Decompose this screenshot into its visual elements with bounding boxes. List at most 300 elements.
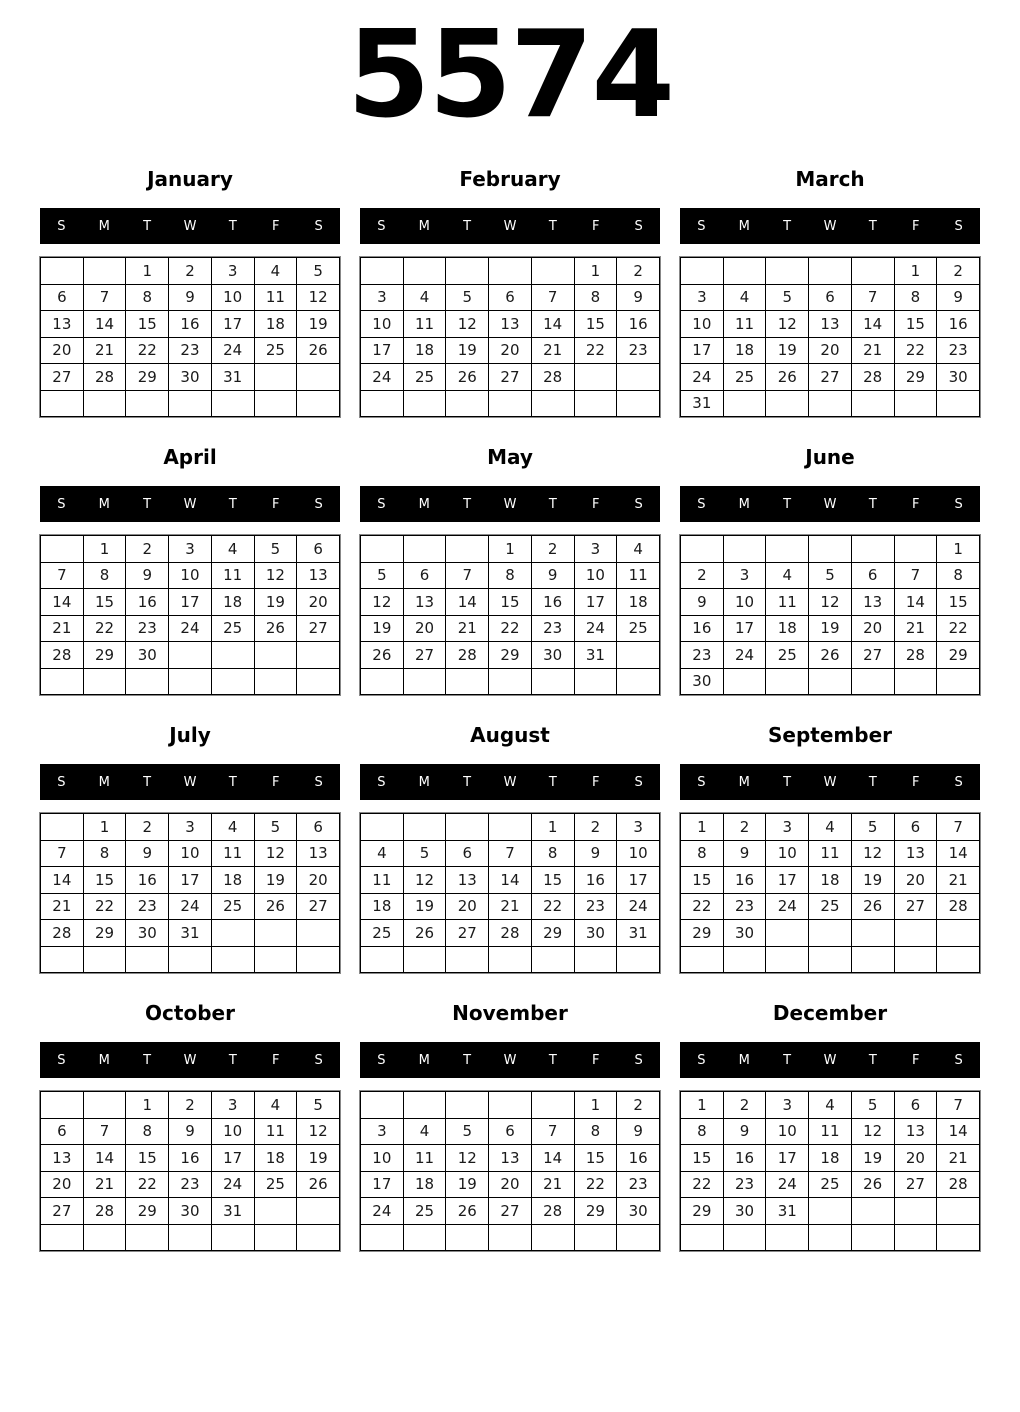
day-cell: 17: [766, 1145, 809, 1172]
day-cell: 14: [83, 1145, 126, 1172]
week-row: [41, 390, 340, 417]
day-cell: [681, 1224, 724, 1251]
day-cell: 11: [766, 589, 809, 616]
day-cell: 3: [361, 284, 404, 311]
day-cell: 28: [489, 920, 532, 947]
day-cell: 13: [489, 311, 532, 338]
weekday-label: M: [418, 1052, 430, 1068]
day-cell: 3: [617, 814, 660, 841]
day-cell: 13: [894, 840, 937, 867]
day-cell: 18: [723, 337, 766, 364]
day-cell: 3: [211, 1092, 254, 1119]
day-cell: [809, 920, 852, 947]
day-cell: 16: [937, 311, 980, 338]
day-cell: [617, 364, 660, 391]
day-cell: [403, 814, 446, 841]
day-cell: [169, 1224, 212, 1251]
day-cell: 24: [766, 893, 809, 920]
day-cell: 12: [851, 840, 894, 867]
month-march: [680, 150, 980, 428]
weekday-label: T: [868, 218, 877, 234]
day-cell: 21: [531, 1171, 574, 1198]
day-cell: [766, 1224, 809, 1251]
day-cell: 4: [254, 258, 297, 285]
day-cell: 8: [574, 284, 617, 311]
day-cell: [403, 1092, 446, 1119]
day-cell: 8: [894, 284, 937, 311]
day-cell: 17: [211, 1145, 254, 1172]
week-row: [681, 284, 980, 311]
week-row: [681, 668, 980, 695]
day-cell: 3: [723, 562, 766, 589]
month-may: [360, 428, 660, 706]
day-cell: 31: [766, 1198, 809, 1225]
weekday-label: M: [98, 218, 110, 234]
weekday-label: S: [697, 774, 706, 790]
week-row: [361, 615, 660, 642]
day-cell: 17: [681, 337, 724, 364]
day-cell: [126, 668, 169, 695]
day-cell: [211, 946, 254, 973]
weekday-label: W: [183, 218, 197, 234]
day-cell: [851, 920, 894, 947]
day-cell: 4: [211, 814, 254, 841]
day-cell: 10: [723, 589, 766, 616]
day-cell: [254, 1224, 297, 1251]
day-cell: 16: [169, 1145, 212, 1172]
week-row: [361, 1092, 660, 1119]
day-cell: 1: [126, 1092, 169, 1119]
weekday-label: T: [783, 1052, 792, 1068]
weekday-label: S: [314, 774, 323, 790]
week-row: [41, 1198, 340, 1225]
day-cell: 27: [446, 920, 489, 947]
day-cell: 10: [617, 840, 660, 867]
day-cell: 12: [446, 311, 489, 338]
day-cell: 17: [766, 867, 809, 894]
day-cell: [361, 814, 404, 841]
month-grid-table: [360, 1091, 660, 1251]
day-cell: 16: [531, 589, 574, 616]
weekday-header-bar: [680, 208, 980, 244]
day-cell: 3: [766, 1092, 809, 1119]
day-cell: [937, 920, 980, 947]
day-cell: 28: [531, 1198, 574, 1225]
weekday-header-bar: [360, 1042, 660, 1078]
weekday-label: W: [503, 1052, 517, 1068]
day-cell: 24: [574, 615, 617, 642]
week-row: [41, 920, 340, 947]
day-cell: [41, 1092, 84, 1119]
day-cell: 20: [851, 615, 894, 642]
day-cell: [126, 390, 169, 417]
weekday-label: W: [503, 496, 517, 512]
month-grid-table: [680, 1091, 980, 1251]
day-cell: 2: [617, 258, 660, 285]
day-cell: 5: [766, 284, 809, 311]
year-title: 5574: [347, 5, 673, 145]
weekday-label: S: [954, 774, 963, 790]
weekday-header-bar: [360, 208, 660, 244]
day-cell: 4: [723, 284, 766, 311]
day-cell: 31: [211, 364, 254, 391]
day-cell: [211, 390, 254, 417]
day-cell: 10: [211, 284, 254, 311]
weekday-label: S: [954, 218, 963, 234]
day-cell: [361, 946, 404, 973]
day-cell: 15: [681, 1145, 724, 1172]
day-cell: 4: [403, 1118, 446, 1145]
day-cell: 18: [809, 1145, 852, 1172]
day-cell: [169, 390, 212, 417]
day-cell: [403, 1224, 446, 1251]
day-cell: 28: [937, 1171, 980, 1198]
day-cell: 29: [531, 920, 574, 947]
week-row: [681, 562, 980, 589]
day-cell: 28: [894, 642, 937, 669]
day-cell: 7: [894, 562, 937, 589]
week-row: [681, 1198, 980, 1225]
day-cell: 9: [169, 284, 212, 311]
day-cell: 19: [446, 1171, 489, 1198]
week-row: [41, 337, 340, 364]
day-cell: 4: [809, 1092, 852, 1119]
day-cell: [851, 1224, 894, 1251]
day-cell: [361, 390, 404, 417]
day-cell: 7: [937, 1092, 980, 1119]
day-cell: 18: [211, 867, 254, 894]
day-cell: [254, 668, 297, 695]
day-cell: 15: [83, 867, 126, 894]
day-cell: 13: [403, 589, 446, 616]
day-cell: 12: [851, 1118, 894, 1145]
day-cell: [894, 536, 937, 563]
month-january: [40, 150, 340, 428]
weekday-label: M: [98, 1052, 110, 1068]
weekday-label: S: [697, 218, 706, 234]
day-cell: [254, 642, 297, 669]
day-cell: 24: [723, 642, 766, 669]
day-cell: 19: [297, 311, 340, 338]
day-cell: 31: [169, 920, 212, 947]
day-cell: [169, 946, 212, 973]
week-row: [361, 390, 660, 417]
day-cell: 13: [489, 1145, 532, 1172]
day-cell: 27: [489, 1198, 532, 1225]
day-cell: 2: [169, 1092, 212, 1119]
day-cell: [41, 390, 84, 417]
day-cell: [254, 920, 297, 947]
day-cell: [617, 1224, 660, 1251]
weekday-label: S: [314, 496, 323, 512]
day-cell: [446, 668, 489, 695]
day-cell: 25: [617, 615, 660, 642]
weekday-label: T: [868, 774, 877, 790]
day-cell: 25: [403, 1198, 446, 1225]
weekday-label: S: [377, 1052, 386, 1068]
day-cell: 22: [681, 893, 724, 920]
day-cell: 17: [723, 615, 766, 642]
day-cell: 23: [937, 337, 980, 364]
week-row: [681, 258, 980, 285]
day-cell: [809, 390, 852, 417]
day-cell: 20: [403, 615, 446, 642]
day-cell: 19: [766, 337, 809, 364]
week-row: [41, 867, 340, 894]
weekday-label: S: [954, 1052, 963, 1068]
weekday-label: F: [271, 496, 280, 512]
day-cell: 15: [937, 589, 980, 616]
day-cell: 5: [851, 1092, 894, 1119]
weekday-label: W: [183, 774, 197, 790]
day-cell: 19: [297, 1145, 340, 1172]
day-cell: 15: [126, 1145, 169, 1172]
day-cell: [254, 390, 297, 417]
day-cell: 18: [403, 1171, 446, 1198]
day-cell: 29: [126, 364, 169, 391]
day-cell: 10: [361, 311, 404, 338]
weekday-label: F: [911, 1052, 920, 1068]
month-grid-table: [360, 535, 660, 695]
day-cell: 9: [937, 284, 980, 311]
day-cell: 23: [169, 1171, 212, 1198]
day-cell: 10: [766, 840, 809, 867]
weekday-label: F: [591, 218, 600, 234]
day-cell: 30: [723, 920, 766, 947]
weekday-label: S: [57, 774, 66, 790]
day-cell: [574, 668, 617, 695]
day-cell: [446, 536, 489, 563]
day-cell: 25: [361, 920, 404, 947]
day-cell: 3: [169, 814, 212, 841]
day-cell: 2: [937, 258, 980, 285]
day-cell: 7: [937, 814, 980, 841]
weekday-label: T: [228, 774, 237, 790]
day-cell: [937, 668, 980, 695]
day-cell: 16: [723, 867, 766, 894]
day-cell: 29: [126, 1198, 169, 1225]
day-cell: [297, 668, 340, 695]
day-cell: 19: [254, 589, 297, 616]
month-title: June: [805, 445, 855, 469]
weekday-label: F: [591, 1052, 600, 1068]
day-cell: [574, 1224, 617, 1251]
month-october: [40, 984, 340, 1262]
day-cell: 10: [211, 1118, 254, 1145]
day-cell: 21: [83, 1171, 126, 1198]
day-cell: [361, 536, 404, 563]
day-cell: 13: [894, 1118, 937, 1145]
weekday-label: F: [271, 1052, 280, 1068]
day-cell: 26: [446, 364, 489, 391]
day-cell: 11: [254, 284, 297, 311]
day-cell: 24: [211, 1171, 254, 1198]
week-row: [361, 1145, 660, 1172]
day-cell: 10: [574, 562, 617, 589]
day-cell: 30: [169, 1198, 212, 1225]
day-cell: 25: [403, 364, 446, 391]
week-row: [681, 1118, 980, 1145]
day-cell: [937, 390, 980, 417]
weekday-label: S: [57, 218, 66, 234]
day-cell: 12: [361, 589, 404, 616]
day-cell: 2: [723, 814, 766, 841]
day-cell: [83, 258, 126, 285]
month-title: May: [487, 445, 533, 469]
week-row: [681, 364, 980, 391]
week-row: [41, 814, 340, 841]
day-cell: 31: [681, 390, 724, 417]
day-cell: 10: [169, 562, 212, 589]
day-cell: 22: [126, 337, 169, 364]
week-row: [681, 867, 980, 894]
month-july: [40, 706, 340, 984]
day-cell: 14: [531, 1145, 574, 1172]
day-cell: 7: [489, 840, 532, 867]
day-cell: 22: [126, 1171, 169, 1198]
day-cell: 19: [254, 867, 297, 894]
day-cell: 22: [489, 615, 532, 642]
day-cell: 9: [723, 1118, 766, 1145]
month-title: July: [169, 723, 211, 747]
month-grid-table: [680, 813, 980, 973]
day-cell: 6: [297, 814, 340, 841]
weekday-label: S: [697, 1052, 706, 1068]
day-cell: 2: [681, 562, 724, 589]
day-cell: 17: [361, 337, 404, 364]
day-cell: [41, 536, 84, 563]
day-cell: [489, 814, 532, 841]
month-grid-table: [360, 257, 660, 417]
day-cell: 7: [851, 284, 894, 311]
weekday-label: T: [783, 218, 792, 234]
day-cell: 16: [617, 1145, 660, 1172]
week-row: [361, 840, 660, 867]
day-cell: 29: [681, 1198, 724, 1225]
weekday-label: M: [418, 218, 430, 234]
weekday-label: W: [503, 218, 517, 234]
weekday-label: T: [548, 218, 557, 234]
day-cell: 12: [254, 840, 297, 867]
day-cell: 8: [126, 284, 169, 311]
day-cell: [531, 1224, 574, 1251]
weekday-header-bar: [40, 764, 340, 800]
day-cell: 8: [681, 1118, 724, 1145]
week-row: [361, 946, 660, 973]
month-grid-table: [680, 257, 980, 417]
day-cell: 21: [489, 893, 532, 920]
weekday-label: F: [591, 496, 600, 512]
day-cell: 14: [41, 867, 84, 894]
day-cell: 8: [574, 1118, 617, 1145]
day-cell: 9: [126, 562, 169, 589]
day-cell: [894, 1198, 937, 1225]
week-row: [681, 615, 980, 642]
day-cell: 11: [211, 840, 254, 867]
weekday-label: S: [634, 1052, 643, 1068]
day-cell: [489, 946, 532, 973]
day-cell: 11: [254, 1118, 297, 1145]
day-cell: 2: [723, 1092, 766, 1119]
day-cell: [489, 668, 532, 695]
day-cell: 22: [681, 1171, 724, 1198]
weekday-label: S: [634, 774, 643, 790]
weekday-label: W: [503, 774, 517, 790]
week-row: [681, 589, 980, 616]
day-cell: [126, 1224, 169, 1251]
week-row: [681, 1092, 980, 1119]
day-cell: 27: [41, 1198, 84, 1225]
day-cell: [531, 668, 574, 695]
day-cell: 23: [169, 337, 212, 364]
week-row: [361, 311, 660, 338]
day-cell: 15: [83, 589, 126, 616]
weekday-label: S: [954, 496, 963, 512]
day-cell: 11: [403, 311, 446, 338]
day-cell: 16: [169, 311, 212, 338]
week-row: [361, 536, 660, 563]
day-cell: 27: [851, 642, 894, 669]
week-row: [361, 893, 660, 920]
day-cell: [41, 814, 84, 841]
day-cell: [894, 390, 937, 417]
day-cell: 7: [446, 562, 489, 589]
month-april: [40, 428, 340, 706]
day-cell: [41, 258, 84, 285]
day-cell: 5: [254, 814, 297, 841]
weekday-label: M: [418, 774, 430, 790]
day-cell: 30: [531, 642, 574, 669]
day-cell: 9: [169, 1118, 212, 1145]
day-cell: 1: [894, 258, 937, 285]
day-cell: 14: [446, 589, 489, 616]
weekday-header-bar: [680, 1042, 980, 1078]
day-cell: 19: [361, 615, 404, 642]
day-cell: [489, 390, 532, 417]
day-cell: [169, 668, 212, 695]
day-cell: [446, 390, 489, 417]
day-cell: 15: [489, 589, 532, 616]
week-row: [41, 1118, 340, 1145]
day-cell: 17: [169, 589, 212, 616]
day-cell: [446, 946, 489, 973]
day-cell: 16: [126, 867, 169, 894]
weekday-label: T: [463, 774, 472, 790]
day-cell: 4: [361, 840, 404, 867]
day-cell: 4: [766, 562, 809, 589]
weekday-label: T: [143, 218, 152, 234]
day-cell: 6: [403, 562, 446, 589]
day-cell: 2: [617, 1092, 660, 1119]
day-cell: [83, 668, 126, 695]
month-title: February: [459, 167, 561, 191]
day-cell: [489, 1224, 532, 1251]
day-cell: 19: [851, 1145, 894, 1172]
day-cell: [809, 1198, 852, 1225]
weekday-label: T: [228, 496, 237, 512]
day-cell: [937, 1224, 980, 1251]
day-cell: 3: [766, 814, 809, 841]
day-cell: [723, 536, 766, 563]
day-cell: 26: [809, 642, 852, 669]
day-cell: [169, 642, 212, 669]
day-cell: 1: [574, 1092, 617, 1119]
day-cell: [361, 1092, 404, 1119]
month-title: April: [163, 445, 217, 469]
months-grid: [0, 150, 1020, 1262]
week-row: [361, 589, 660, 616]
day-cell: 22: [83, 615, 126, 642]
